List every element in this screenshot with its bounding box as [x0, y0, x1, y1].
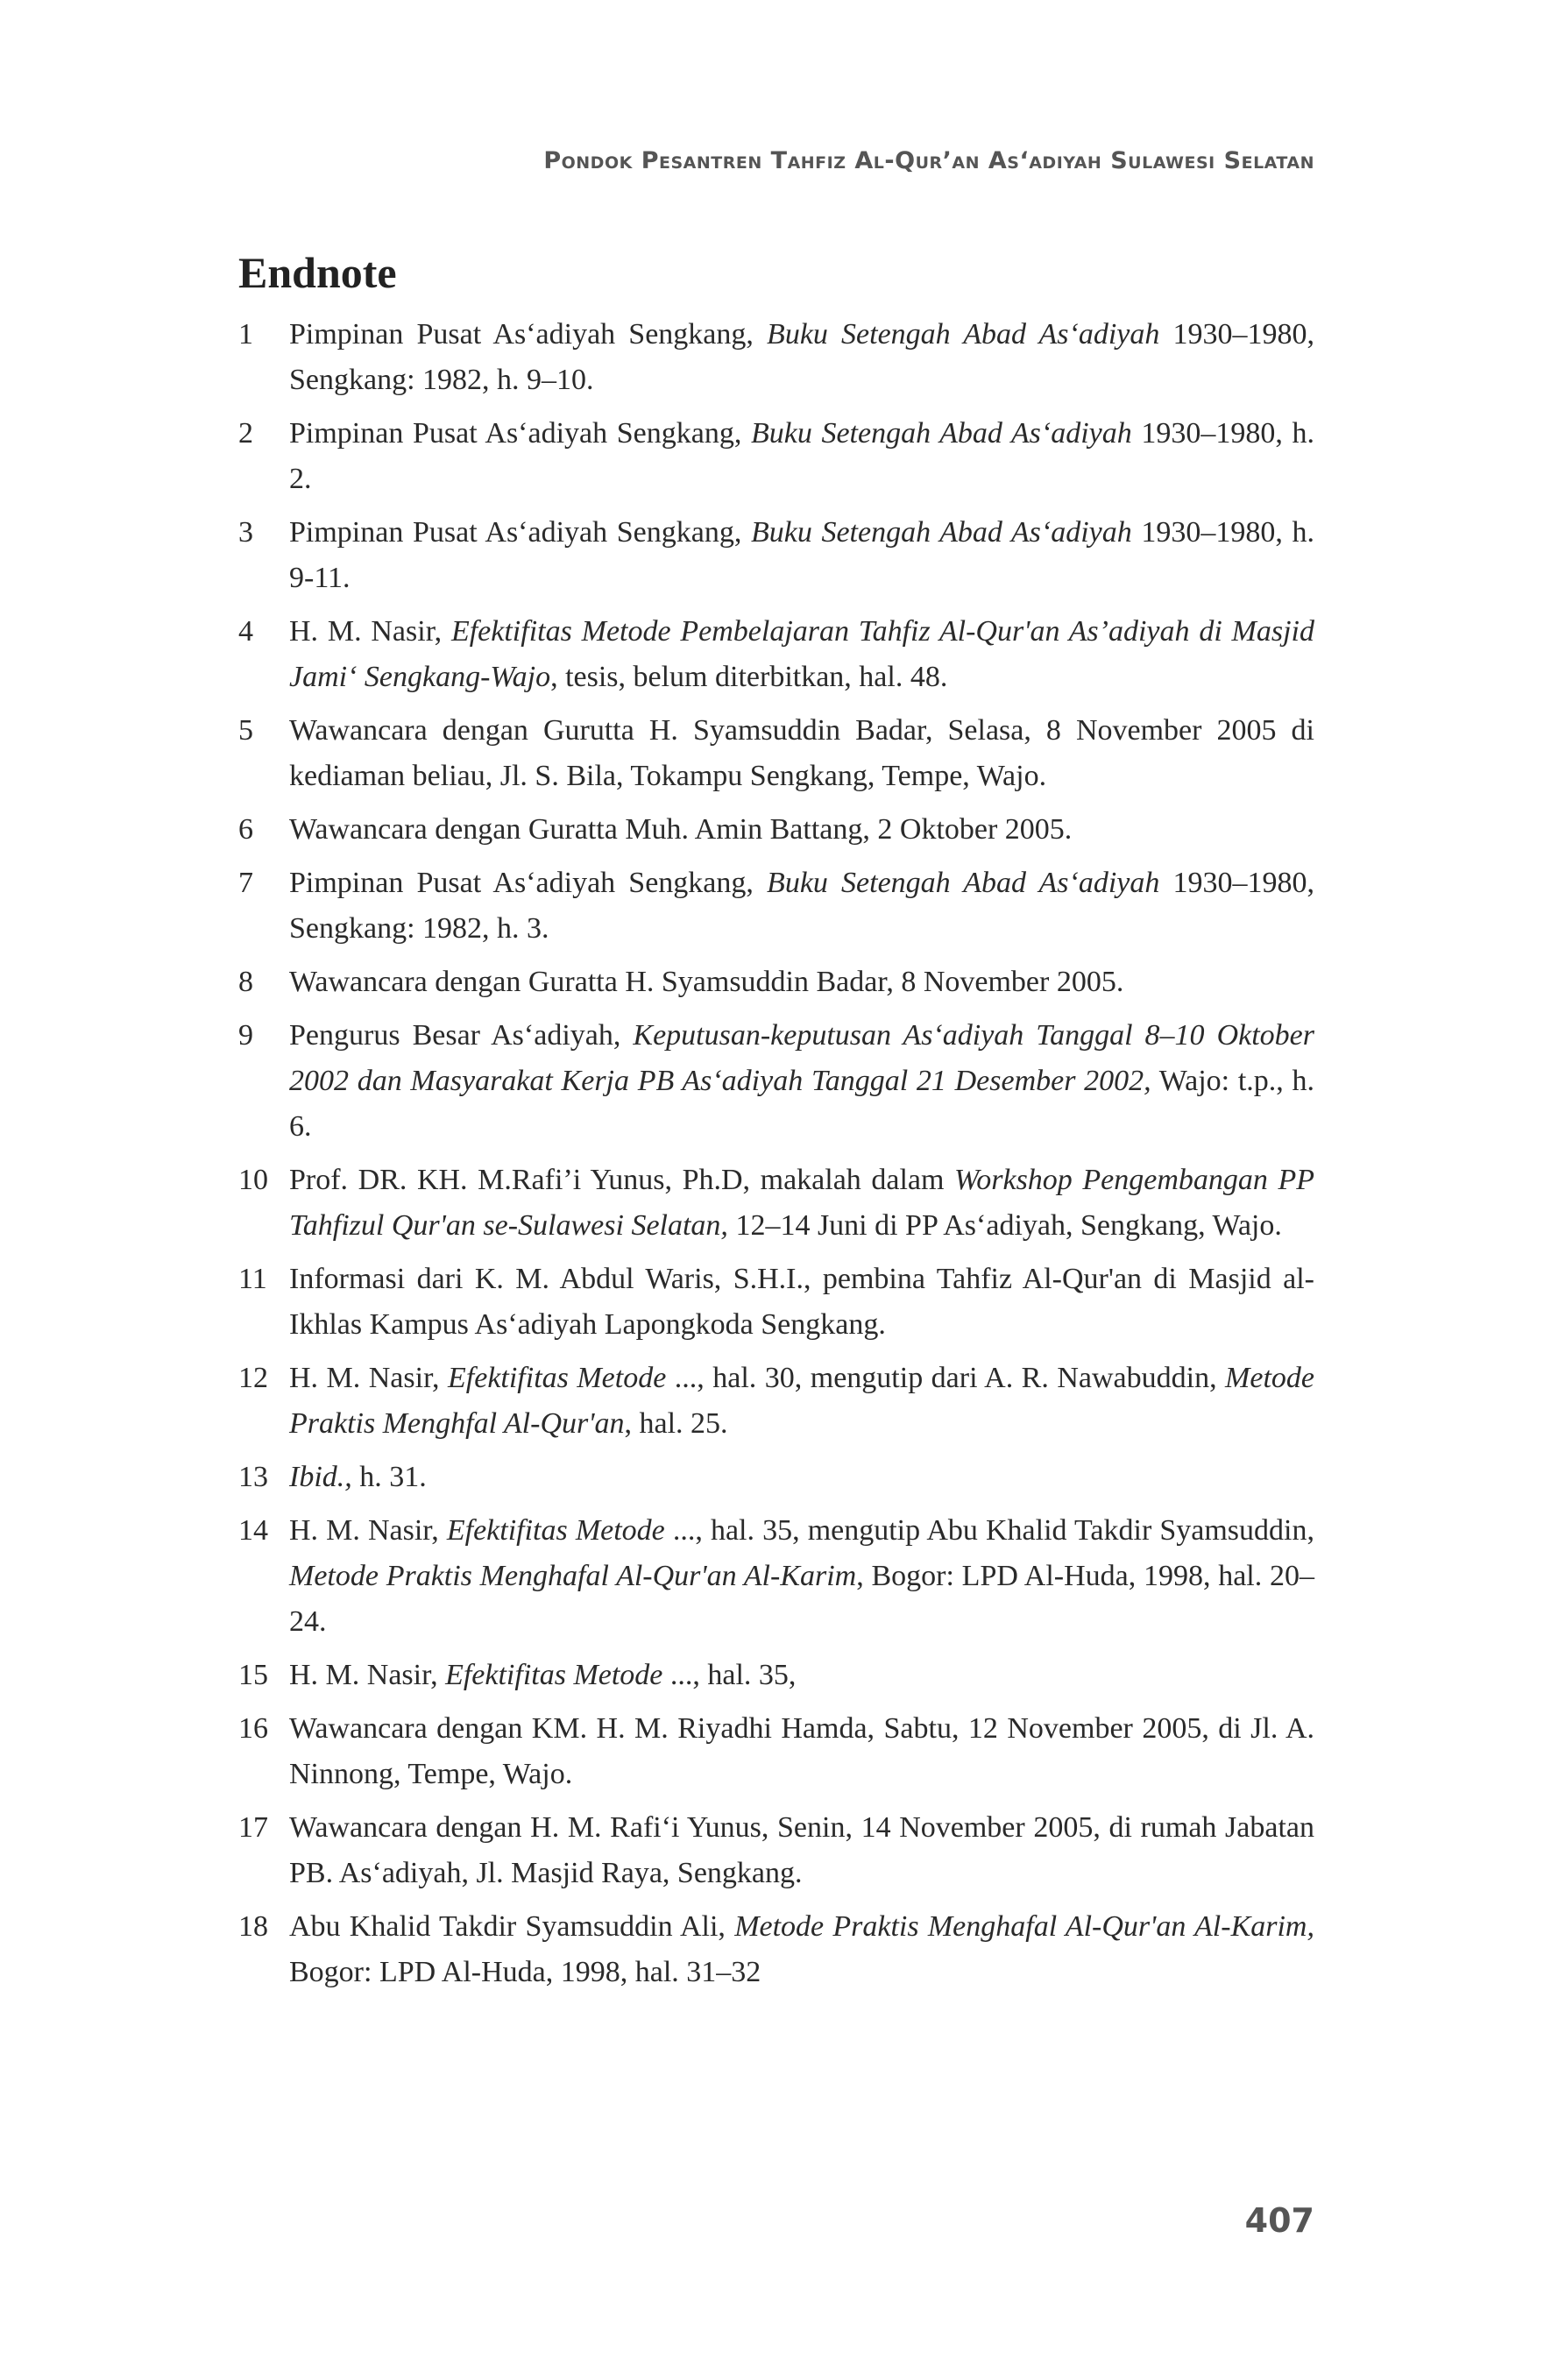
endnote-text: [289, 861, 1314, 952]
endnote-item: [238, 807, 1314, 853]
endnote-item: [238, 960, 1314, 1005]
endnote-text-segment: ..., hal. 35,: [662, 1659, 797, 1691]
endnote-text: [289, 1508, 1314, 1645]
endnote-title-italic: Efektifitas Metode Pembelajaran Tahfiz Al-Qur'an As’adiyah di Masjid Jami‘ Sengkang-Wajo: [289, 615, 1315, 693]
endnote-text: [289, 807, 1314, 853]
endnote-title-italic: Efektifitas Metode: [445, 1659, 663, 1691]
endnote-item: [238, 1805, 1314, 1896]
endnote-number: 9: [238, 1019, 253, 1052]
endnote-text-segment: H. M. Nasir,: [289, 615, 451, 648]
endnote-item: [238, 1904, 1314, 1995]
endnote-item: [238, 861, 1314, 952]
endnote-text: [289, 1706, 1314, 1797]
endnote-text-segment: H. M. Nasir,: [289, 1514, 447, 1547]
endnote-text: [289, 1257, 1314, 1348]
endnote-text: [289, 1158, 1314, 1249]
endnote-title-italic: Buku Setengah Abad As‘adiyah: [767, 318, 1160, 351]
endnote-text-segment: Wawancara dengan Guratta Muh. Amin Battang, 2 Oktober 2005.: [289, 813, 1073, 846]
endnote-number: 8: [238, 966, 253, 998]
endnote-item: [238, 609, 1314, 700]
endnote-text-segment: Abu Khalid Takdir Syamsuddin Ali,: [289, 1910, 735, 1943]
endnote-text-segment: , hal. 25.: [624, 1407, 728, 1440]
endnote-number: 7: [238, 867, 253, 899]
endnote-number: 13: [238, 1461, 268, 1493]
endnote-title-italic: Metode Praktis Menghfal Al-Qur'an: [289, 1362, 1314, 1440]
endnote-text-segment: , Bogor: LPD Al-Huda, 1998, hal. 20–24.: [289, 1560, 1314, 1638]
endnote-text-segment: Pimpinan Pusat As‘adiyah Sengkang,: [289, 867, 768, 899]
endnote-number: 1: [238, 318, 253, 351]
endnote-text-segment: Wajo: t.p., h. 6.: [289, 1065, 1315, 1143]
endnote-text-segment: 1930–1980, Sengkang: 1982, h. 9–10.: [289, 318, 1315, 396]
endnote-title-italic: Buku Setengah Abad As‘adiyah: [750, 417, 1132, 450]
endnote-number: 14: [238, 1514, 268, 1547]
endnote-text: [289, 1455, 1314, 1500]
endnote-item: [238, 312, 1314, 403]
endnote-title-italic: Keputusan-keputusan As‘adiyah Tanggal 8–10 Oktober 2002 dan Masyarakat Kerja PB As‘adiyah Tanggal 21 Desember 2002,: [289, 1019, 1314, 1097]
endnote-item: [238, 1653, 1314, 1698]
endnote-number: 2: [238, 417, 253, 450]
endnote-text: [289, 1653, 1314, 1698]
endnote-text-segment: ..., hal. 30, mengutip dari A. R. Nawabuddin,: [666, 1362, 1226, 1394]
endnote-text: [289, 609, 1314, 700]
endnote-text: [289, 1805, 1314, 1896]
endnote-number: 15: [238, 1659, 268, 1691]
endnote-text-segment: 1930–1980, Sengkang: 1982, h. 3.: [289, 867, 1315, 945]
endnote-text: [289, 960, 1314, 1005]
endnote-number: 11: [238, 1263, 267, 1295]
endnote-text-segment: Wawancara dengan Gurutta H. Syamsuddin Badar, Selasa, 8 November 2005 di kediaman beliau, Jl. S. Bila, Tokampu Sengkang, Tempe, Wajo.: [289, 714, 1314, 792]
endnote-title-italic: Efektifitas Metode: [446, 1514, 665, 1547]
endnote-item: [238, 1455, 1314, 1500]
endnote-text-segment: 1930–1980, h. 9-11.: [289, 516, 1315, 594]
endnote-text-segment: , tesis, belum diterbitkan, hal. 48.: [550, 661, 948, 693]
endnote-number: 12: [238, 1362, 268, 1394]
endnote-text-segment: Prof. DR. KH. M.Rafi’i Yunus, Ph.D, makalah dalam: [289, 1164, 955, 1196]
endnote-text: [289, 411, 1314, 502]
endnote-text-segment: H. M. Nasir,: [289, 1659, 446, 1691]
endnote-title-italic: Buku Setengah Abad As‘adiyah: [767, 867, 1160, 899]
endnote-text-segment: Pimpinan Pusat As‘adiyah Sengkang,: [289, 516, 751, 549]
endnote-text-segment: Wawancara dengan Guratta H. Syamsuddin Badar, 8 November 2005.: [289, 966, 1124, 998]
endnote-number: 10: [238, 1164, 268, 1196]
endnote-text: [289, 510, 1314, 601]
endnote-text-segment: 1930–1980, h. 2.: [289, 417, 1315, 495]
endnote-number: 6: [238, 813, 253, 846]
endnote-text: [289, 1904, 1314, 1995]
endnote-item: [238, 1706, 1314, 1797]
endnote-title-italic: Ibid.,: [289, 1461, 352, 1493]
endnote-text-segment: 12–14 Juni di PP As‘adiyah, Sengkang, Wajo.: [727, 1209, 1282, 1242]
running-header: Pondok Pesantren Tahfiz Al-Qur’an As‘adiyah Sulawesi Selatan: [543, 147, 1314, 174]
endnote-text-segment: H. M. Nasir,: [289, 1362, 449, 1394]
page-number: 407: [1244, 2201, 1314, 2240]
endnote-text: [289, 1356, 1314, 1447]
endnote-item: [238, 1257, 1314, 1348]
endnote-text-segment: Wawancara dengan KM. H. M. Riyadhi Hamda, Sabtu, 12 November 2005, di Jl. A. Ninnong, Tempe, Wajo.: [289, 1712, 1314, 1790]
endnote-number: 3: [238, 516, 253, 549]
endnote-title-italic: Workshop Pengembangan PP Tahfizul Qur'an se-Sulawesi Selatan,: [289, 1164, 1315, 1242]
section-title: Endnote: [238, 248, 397, 297]
endnote-text-segment: Pimpinan Pusat As‘adiyah Sengkang,: [289, 417, 751, 450]
endnote-text-segment: ..., hal. 35, mengutip Abu Khalid Takdir Syamsuddin,: [664, 1514, 1314, 1547]
endnote-text-segment: Wawancara dengan H. M. Rafi‘i Yunus, Senin, 14 November 2005, di rumah Jabatan PB. As‘adiyah, Jl. Masjid Raya, Sengkang.: [289, 1811, 1314, 1889]
endnote-item: [238, 1013, 1314, 1150]
endnote-number: 5: [238, 714, 253, 747]
endnote-number: 4: [238, 615, 253, 648]
endnote-item: [238, 510, 1314, 601]
endnote-text: [289, 1013, 1314, 1150]
endnote-title-italic: Buku Setengah Abad As‘adiyah: [750, 516, 1132, 549]
endnote-number: 18: [238, 1910, 268, 1943]
endnote-item: [238, 1356, 1314, 1447]
endnote-title-italic: Metode Praktis Menghafal Al-Qur'an Al-Karim,: [734, 1910, 1314, 1943]
endnote-text-segment: h. 31.: [351, 1461, 427, 1493]
endnote-list: [238, 312, 1314, 2003]
endnote-number: 16: [238, 1712, 268, 1745]
endnote-item: [238, 1158, 1314, 1249]
endnote-text-segment: Bogor: LPD Al-Huda, 1998, hal. 31–32: [289, 1956, 761, 1988]
endnote-title-italic: Efektifitas Metode: [448, 1362, 667, 1394]
endnote-text-segment: Pengurus Besar As‘adiyah,: [289, 1019, 634, 1052]
endnote-item: [238, 708, 1314, 799]
endnote-item: [238, 1508, 1314, 1645]
endnote-text: [289, 312, 1314, 403]
endnote-number: 17: [238, 1811, 268, 1844]
endnote-title-italic: Metode Praktis Menghafal Al-Qur'an Al-Karim: [289, 1560, 857, 1592]
endnote-text: [289, 708, 1314, 799]
endnote-text-segment: Informasi dari K. M. Abdul Waris, S.H.I., pembina Tahfiz Al-Qur'an di Masjid al-Ikhlas Kampus As‘adiyah Lapongkoda Sengkang.: [289, 1263, 1314, 1341]
endnote-item: [238, 411, 1314, 502]
endnote-text-segment: Pimpinan Pusat As‘adiyah Sengkang,: [289, 318, 768, 351]
